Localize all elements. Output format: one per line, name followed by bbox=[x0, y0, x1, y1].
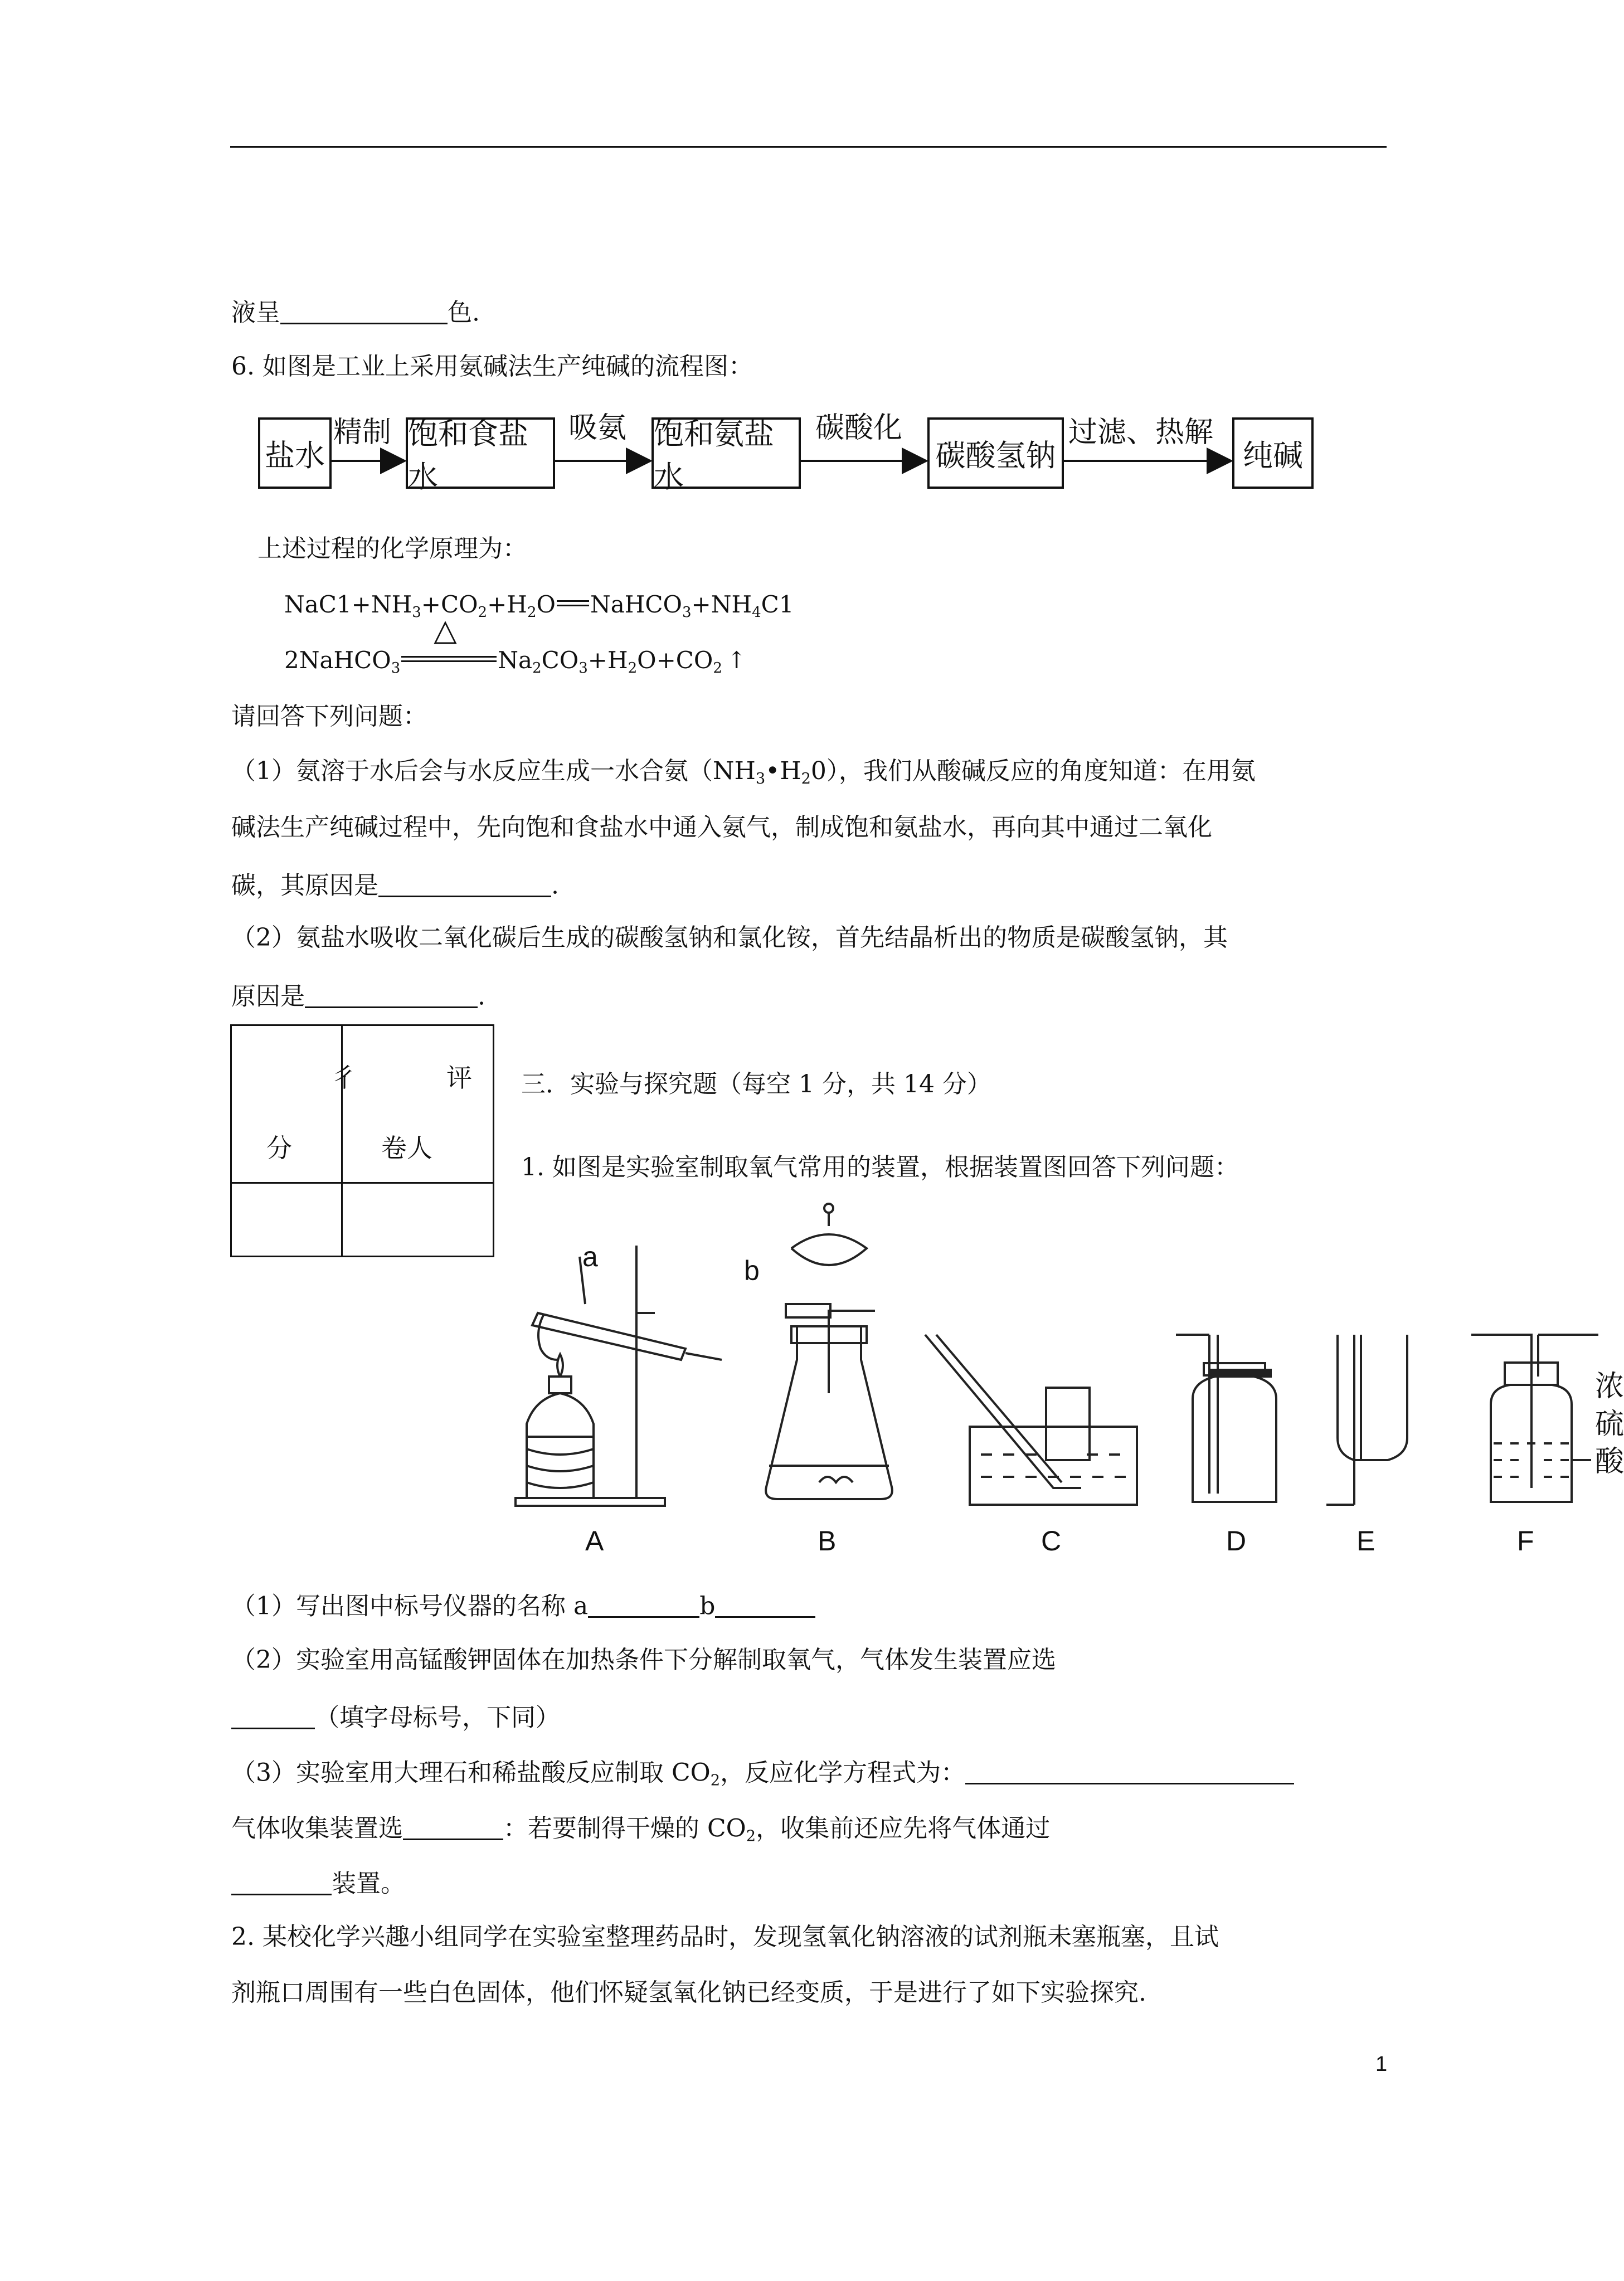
apparatus-e bbox=[1326, 1335, 1407, 1505]
equation-1: $NaC1+NH_3+CO_2+H_2O$ $NaHCO_3+NH_4C1$ bbox=[284, 591, 794, 621]
flow-label-refine: 精制 bbox=[333, 416, 392, 449]
flow-box-saturated-brine: 饱和食盐水 bbox=[406, 417, 555, 489]
flow-box-sodium-bicarbonate: 碳酸氢钠 bbox=[927, 417, 1064, 489]
label-apparatus-f: F bbox=[1517, 1525, 1534, 1557]
apparatus-c bbox=[925, 1335, 1137, 1505]
apparatus-d bbox=[1176, 1335, 1276, 1502]
flow-label-absorb-ammonia: 吸氨 bbox=[568, 411, 627, 445]
label-apparatus-c: C bbox=[1041, 1525, 1062, 1557]
section3-q1-sub3-line1: （3）实验室用大理石和稀盐酸反应制取 $CO_2$，反应化学方程式为： bbox=[231, 1758, 1294, 1785]
section3-q2-line1: 2. 某校化学兴趣小组同学在实验室整理药品时，发现氢氧化钠溶液的试剂瓶未塞瓶塞，且试 bbox=[231, 1923, 1219, 1951]
section3-q1-sub2-line2: （填字母标号，下同） bbox=[231, 1703, 560, 1730]
score-table-reviewer-label: 卷人 bbox=[381, 1133, 432, 1163]
section3-q1-stem: 1. 如图是实验室制取氧气常用的装置，根据装置图回答下列问题： bbox=[521, 1153, 1239, 1181]
q6-stem: 6. 如图是工业上采用氨碱法生产纯碱的流程图： bbox=[231, 352, 753, 381]
page-number: 1 bbox=[1375, 2053, 1388, 2076]
apparatus-b bbox=[766, 1204, 892, 1499]
principle-intro: 上述过程的化学原理为： bbox=[257, 534, 527, 563]
q6-sub2-line2: 原因是 . bbox=[231, 982, 485, 1011]
q6-sub1-line2: 碱法生产纯碱过程中，先向饱和食盐水中通入氨气，制成饱和氨盐水，再向其中通过二氧化 bbox=[231, 813, 1212, 842]
section3-q1-sub1: （1）写出图中标号仪器的名称 a b bbox=[231, 1592, 815, 1618]
f-side-text: 浓 硫 酸 bbox=[1595, 1370, 1624, 1479]
flow-box-brine: 盐水 bbox=[258, 417, 332, 489]
apparatus-a bbox=[516, 1246, 722, 1506]
flow-label-filter-heat: 过滤、热解 bbox=[1068, 416, 1214, 449]
label-part-a: a bbox=[582, 1241, 598, 1272]
score-table-reviewer-char: 评 bbox=[446, 1063, 472, 1093]
q6-sub1-line1: （1）氨溶于水后会与水反应生成一水合氨$(NH_3•H_20)$，我们从酸碱反应的角度知道：在用氨 bbox=[231, 757, 1256, 788]
heat-condition: △ bbox=[434, 612, 457, 648]
label-apparatus-e: E bbox=[1356, 1525, 1375, 1557]
equation-2: 2NaHCO$_3$ △ $Na_2CO_3+H_2O+CO_2$ ↑ bbox=[284, 612, 747, 677]
section3-title: 三．实验与探究题（每空 1 分，共 14 分） bbox=[521, 1070, 991, 1098]
q6-sub2-line1: （2）氨盐水吸收二氧化碳后生成的碳酸氢钠和氯化铵，首先结晶析出的物质是碳酸氢钠，其 bbox=[231, 923, 1228, 952]
section3-q1-sub3-line3: 装置。 bbox=[231, 1869, 405, 1896]
flow-box-ammoniated-brine: 饱和氨盐水 bbox=[651, 417, 801, 489]
score-table-partial-char: 彳 bbox=[331, 1063, 357, 1093]
section3-q1-sub3-line2: 气体收集装置选 ：若要制得干燥的 $CO_2$，收集前还应先将气体通过 bbox=[231, 1814, 1051, 1845]
section3-q2-line2: 剂瓶口周围有一些白色固体，他们怀疑氢氧化钠已经变质，于是进行了如下实验探究. bbox=[231, 1978, 1146, 2007]
apparatus-f bbox=[1471, 1335, 1598, 1502]
label-part-b: b bbox=[744, 1255, 760, 1286]
gas-arrow: ↑ bbox=[726, 646, 747, 674]
score-table-score-label: 分 bbox=[266, 1133, 292, 1163]
section3-q1-sub2-line1: （2）实验室用高锰酸钾固体在加热条件下分解制取氧气，气体发生装置应选 bbox=[231, 1646, 1056, 1674]
continuation-line: 液呈 色. bbox=[231, 298, 480, 327]
q6-sub1-line3: 碳，其原因是 . bbox=[231, 871, 559, 900]
flow-label-carbonation: 碳酸化 bbox=[815, 411, 903, 445]
label-apparatus-d: D bbox=[1226, 1525, 1247, 1557]
answer-prompt: 请回答下列问题： bbox=[231, 702, 427, 731]
flow-box-soda-ash: 纯碱 bbox=[1232, 417, 1314, 489]
label-apparatus-a: A bbox=[585, 1525, 604, 1557]
label-apparatus-b: B bbox=[818, 1525, 837, 1557]
